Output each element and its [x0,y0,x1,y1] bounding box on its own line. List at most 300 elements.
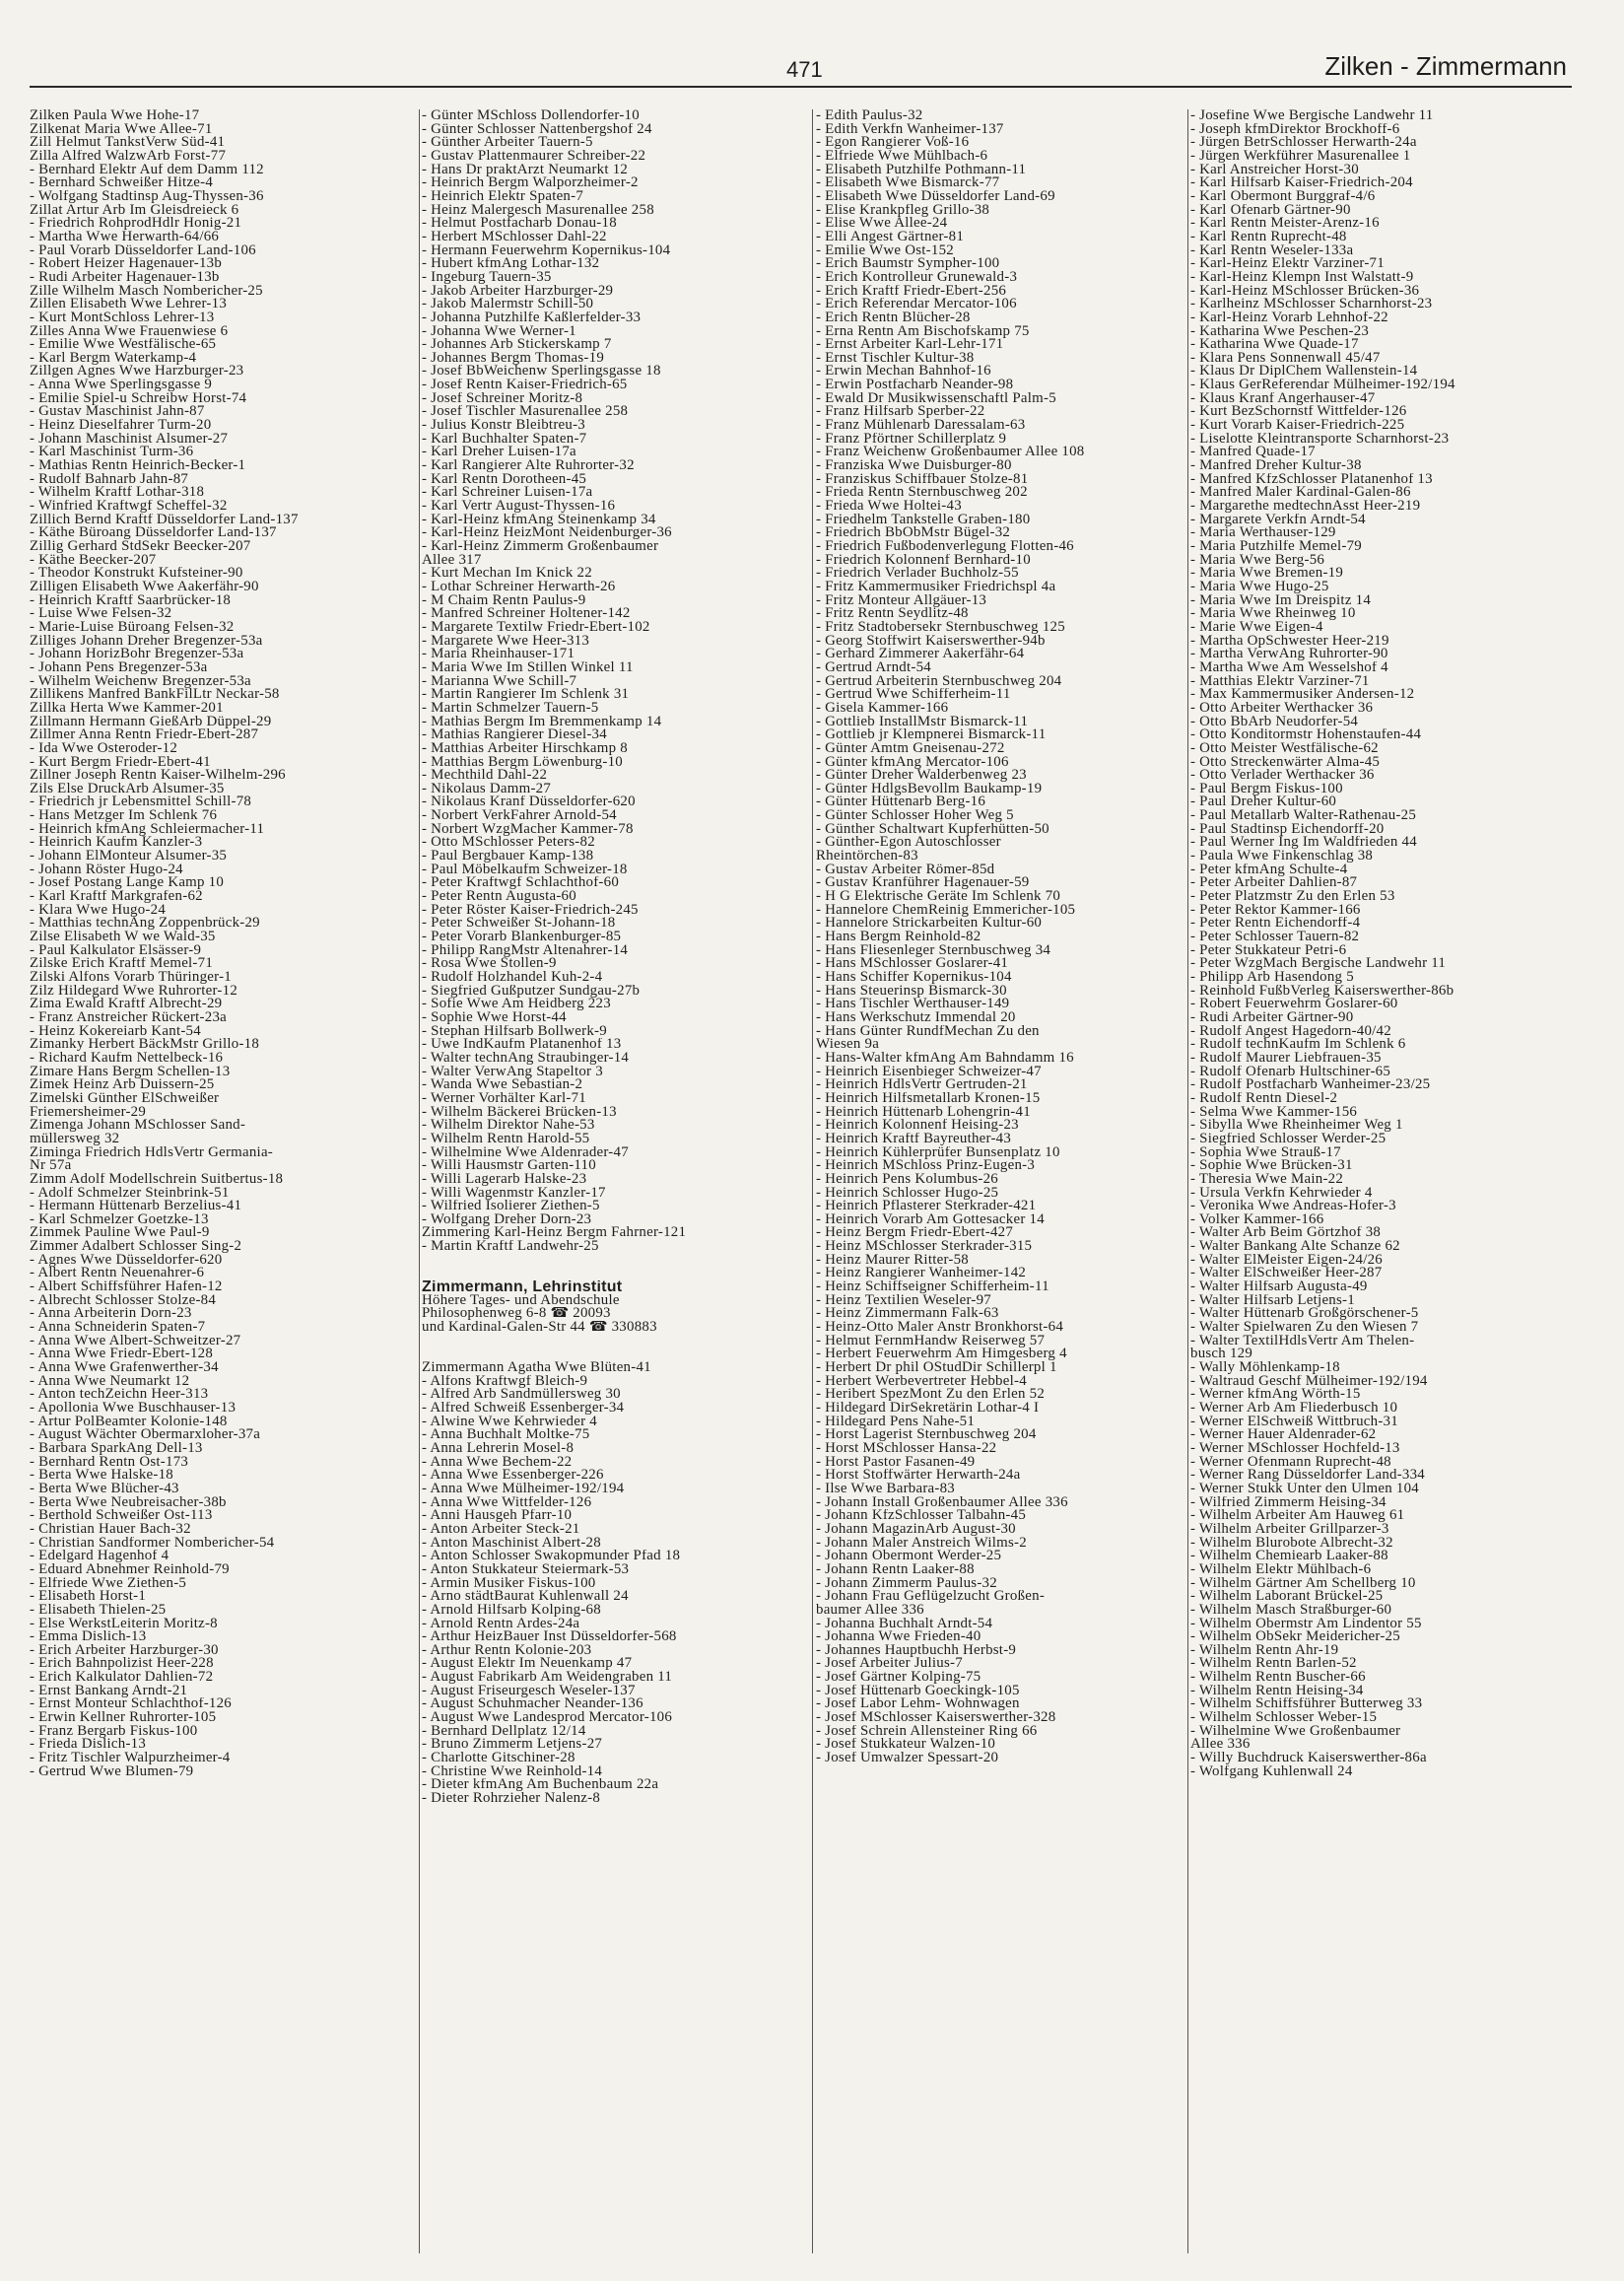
directory-entry: - Karl Vertr August-Thyssen-16 [422,500,616,514]
directory-entry: - Matthias technAng Zoppenbrück-29 [30,917,260,932]
directory-entry: - Helmut Postfacharb Donau-18 [422,217,617,231]
directory-entry: Zilkenat Maria Wwe Allee-71 [30,122,213,137]
directory-entry: - Uwe IndKaufm Platanenhof 13 [422,1038,622,1052]
directory-entry: - Rudolf Rentn Diesel-2 [1190,1091,1338,1106]
directory-entry: - Josef Schreiner Moritz-8 [422,391,583,406]
directory-entry: - Johannes Arb Stickerskamp 7 [422,338,612,352]
directory-entry: - Karl Dreher Luisen-17a [422,446,576,460]
directory-entry: - Werner Stukk Unter den Ulmen 104 [1190,1482,1419,1496]
directory-entry: - Wilhelm Masch Straßburger-60 [1190,1603,1392,1618]
directory-entry: - Anna Wwe Neumarkt 12 [30,1374,190,1389]
directory-entry: - Hildegard Pens Nahe-51 [816,1415,976,1429]
directory-entry: - Günter MSchloss Dollendorfer-10 [422,109,640,123]
directory-entry: - Gertrud Arndt-54 [816,660,931,675]
directory-entry: - Herbert Feuerwehrm Am Himgesberg 4 [816,1348,1067,1362]
directory-entry: baumer Allee 336 [816,1603,924,1618]
directory-entry: Zillgen Agnes Wwe Harzburger-23 [30,365,244,380]
directory-entry: - Alfons Kraftwgf Bleich-9 [422,1374,588,1389]
directory-entry: - Arthur Rentn Kolonie-203 [422,1643,592,1658]
directory-entry: - Johann KfzSchlosser Talbahn-45 [816,1509,1027,1523]
directory-entry: - Karl-Heinz Vorarb Lehnhof-22 [1190,311,1388,325]
directory-entry: - Maria Wwe Im Stillen Winkel 11 [422,660,634,675]
directory-entry: - Anna Wwe Grafenwerther-34 [30,1361,219,1375]
directory-entry: - Hans-Walter kfmAng Am Bahndamm 16 [816,1051,1074,1066]
directory-entry: Zilliges Johann Dreher Bregenzer-53a [30,634,263,649]
top-rule [30,86,1572,88]
directory-entry: - Walter Bankang Alte Schanze 62 [1190,1240,1400,1254]
directory-entry: - Rudolf technKaufm Im Schlenk 6 [1190,1038,1406,1052]
directory-entry: - Wilhelm Bäckerei Brücken-13 [422,1105,617,1120]
directory-entry: - Johann ElMonteur Alsumer-35 [30,850,228,864]
directory-entry: - Klara Wwe Hugo-24 [30,903,167,918]
directory-entry: - Willy Buchdruck Kaiserswerther-86a [1190,1752,1427,1765]
directory-entry: - Anna Lehrerin Mosel-8 [422,1441,575,1456]
directory-entry: - Josef Labor Lehm- Wohnwagen [816,1697,1020,1712]
directory-entry: - Margarete Textilw Friedr-Ebert-102 [422,620,650,635]
directory-entry: - Josef MSchlosser Kaiserswerther-328 [816,1711,1056,1725]
directory-entry: - Rudolf Angest Hagedorn-40/42 [1190,1024,1391,1039]
directory-entry: - Berta Wwe Blücher-43 [30,1482,179,1496]
directory-entry: - Maria Putzhilfe Memel-79 [1190,540,1362,554]
directory-entry: - August Wächter Obermarxloher-37a [30,1428,261,1442]
directory-entry: - Günter Hüttenarb Berg-16 [816,795,986,810]
directory-entry: - Johann Install Großenbaumer Allee 336 [816,1495,1068,1510]
directory-entry: Zimmer Adalbert Schlosser Sing-2 [30,1240,242,1254]
directory-entry: - Johann Maler Anstreich Wilms-2 [816,1536,1027,1551]
directory-entry: - Franziskus Schiffbauer Stolze-81 [816,472,1029,487]
directory-entry: - Rosa Wwe Stollen-9 [422,957,557,971]
directory-entry: - Anna Wwe Sperlingsgasse 9 [30,379,213,392]
directory-entry: Zillner Joseph Rentn Kaiser-Wilhelm-296 [30,769,286,783]
directory-entry: - Martha VerwAng Ruhrorter-90 [1190,648,1388,661]
directory-entry: - Rudi Arbeiter Gärtner-90 [1190,1010,1354,1025]
directory-entry: - Elli Angest Gärtner-81 [816,230,965,244]
directory-entry: - August Friseurgesch Weseler-137 [422,1684,636,1698]
directory-entry: - Karl Rentn Meister-Arenz-16 [1190,217,1380,231]
directory-entry: - Christine Wwe Reinhold-14 [422,1764,603,1779]
directory-entry: - Franz Hilfsarb Sperber-22 [816,405,985,420]
directory-entry: - Josef Tischler Masurenallee 258 [422,405,629,420]
directory-entry: - August Elektr Im Neuenkamp 47 [422,1657,633,1672]
directory-entry: - Hans MSchlosser Goslarer-41 [816,957,1009,971]
directory-entry: - Otto MSchlosser Peters-82 [422,836,595,851]
directory-entry: - Frieda Dislich-13 [30,1738,147,1753]
directory-entry: - Berta Wwe Neubreisacher-38b [30,1495,227,1510]
directory-entry: - Karl Obermont Burggraf-4/6 [1190,189,1376,204]
directory-entry: - Rudi Arbeiter Hagenauer-13b [30,270,220,285]
directory-entry: Zilske Erich Kraftf Memel-71 [30,957,214,971]
directory-column-3 [816,109,1186,2258]
directory-entry: - Wilhelm Chemiearb Laaker-88 [1190,1550,1388,1563]
directory-entry: - Wanda Wwe Sebastian-2 [422,1078,583,1092]
directory-entry: - Norbert WzgMacher Kammer-78 [422,822,634,837]
directory-entry: - Stephan Hilfsarb Bollwerk-9 [422,1024,607,1039]
directory-entry: Zillat Artur Arb Im Gleisdreieck 6 [30,203,239,218]
directory-entry: - Maria Wwe Hugo-25 [1190,580,1329,594]
directory-entry: - Johanna Wwe Frieden-40 [816,1630,981,1644]
directory-entry: - Paul Stadtinsp Eichendorff-20 [1190,822,1385,837]
directory-entry: - Friedhelm Tankstelle Graben-180 [816,513,1031,527]
directory-entry: - Else WerkstLeiterin Moritz-8 [30,1617,218,1631]
directory-entry: - Elfriede Wwe Mühlbach-6 [816,149,988,164]
directory-entry: - August Fabrikarb Am Weidengraben 11 [422,1671,673,1685]
directory-entry: Zilse Elisabeth W we Wald-35 [30,931,216,944]
directory-entry: - Kurt MontSchloss Lehrer-13 [30,311,215,325]
directory-entry: - Eduard Abnehmer Reinhold-79 [30,1562,230,1577]
directory-entry: - Peter WzgMach Bergische Landwehr 11 [1190,957,1447,971]
directory-entry: - Siegfried Gußputzer Sundgau-27b [422,984,641,999]
page-number: 471 [786,57,823,82]
directory-entry: - Martin Schmelzer Tauern-5 [422,701,599,716]
directory-entry: - Friedrich BbObMstr Bügel-32 [816,526,1011,540]
directory-entry: - Anni Hausgeh Pfarr-10 [422,1509,573,1523]
directory-entry: - Josefine Wwe Bergische Landwehr 11 [1190,109,1434,123]
directory-entry: Zilski Alfons Vorarb Thüringer-1 [30,971,232,985]
directory-entry: - Josef Gärtner Kolping-75 [816,1671,981,1685]
directory-entry: Zillich Bernd Kraftf Düsseldorfer Land-137 [30,513,299,527]
directory-entry: - Wilfried Isolierer Ziethen-5 [422,1200,600,1213]
directory-entry: - Alfred Arb Sandmüllersweg 30 [422,1388,621,1402]
directory-entry: - Wilhelm Laborant Brückel-25 [1190,1590,1384,1604]
directory-entry: - Albrecht Schlosser Stolze-84 [30,1293,217,1308]
directory-entry: - Karl Maschinist Turm-36 [30,446,194,460]
directory-entry: Rheintörchen-83 [816,850,918,864]
directory-entry: - Albert Schiffsführer Hafen-12 [30,1280,223,1294]
directory-entry: - Heinrich Kraftf Bayreuther-43 [816,1132,1012,1146]
directory-entry: - Heinrich Bergm Walporzheimer-2 [422,176,639,190]
directory-entry: - Kurt Vorarb Kaiser-Friedrich-225 [1190,419,1405,433]
directory-entry: - Gerhard Zimmerer Aakerfähr-64 [816,648,1025,661]
directory-entry: - Rudolf Maurer Liebfrauen-35 [1190,1051,1382,1066]
directory-entry: - Heinrich HdlsVertr Gertruden-21 [816,1078,1028,1092]
directory-entry: - Karl-Heinz HeizMont Neidenburger-36 [422,526,672,540]
directory-entry: - Norbert VerkFahrer Arnold-54 [422,809,617,823]
directory-entry: - Hans Steuerinsp Bismarck-30 [816,984,1007,999]
directory-entry: - Wilfried Zimmerm Heising-34 [1190,1495,1387,1510]
directory-entry: - Heinz Dieselfahrer Turm-20 [30,419,212,433]
directory-entry: Allee 336 [1190,1738,1251,1753]
directory-entry: - Heinrich Hüttenarb Lohengrin-41 [816,1105,1031,1120]
directory-entry: - Liselotte Kleintransporte Scharnhorst-23 [1190,432,1450,447]
directory-entry: - Marianna Wwe Schill-7 [422,674,577,689]
directory-entry: - Johann Frau Geflügelzucht Großen- [816,1590,1046,1604]
directory-entry: - Gisela Kammer-166 [816,701,949,716]
column-divider [1187,109,1188,2253]
directory-entry: - Philipp Arb Hasendong 5 [1190,971,1354,985]
directory-entry: - Walter ElSchweißer Heer-287 [1190,1267,1383,1281]
directory-entry: - Karl Anstreicher Horst-30 [1190,163,1359,177]
directory-entry: - Walter ElMeister Eigen-24/26 [1190,1253,1383,1268]
directory-entry: - Anna Wwe Albert-Schweitzer-27 [30,1334,241,1348]
directory-entry: - Johannes Hauptbuchh Herbst-9 [816,1643,1017,1658]
directory-entry: - Friedrich Verlader Buchholz-55 [816,567,1019,581]
directory-entry: - Elisabeth Wwe Bismarck-77 [816,176,1000,190]
directory-entry: - Hermann Feuerwehrm Kopernikus-104 [422,243,671,258]
directory-entry: - Johann Rentn Laaker-88 [816,1562,975,1577]
directory-entry: - Heinrich Vorarb Am Gottesacker 14 [816,1212,1045,1227]
directory-entry: - Edith Verkfn Wanheimer-137 [816,122,1004,137]
directory-entry: - Anton techZeichn Heer-313 [30,1388,209,1402]
directory-entry: - Franziska Wwe Duisburger-80 [816,459,1012,473]
directory-entry: - Fritz Stadtobersekr Sternbuschweg 125 [816,620,1065,635]
directory-entry: - Margarete Verkfn Arndt-54 [1190,513,1366,527]
directory-entry: Zima Ewald Kraftf Albrecht-29 [30,998,223,1011]
directory-entry: - Erwin Mechan Bahnhof-16 [816,365,991,380]
directory-entry: - Wolfgang Dreher Dorn-23 [422,1212,592,1227]
directory-entry: - Artur PolBeamter Kolonie-148 [30,1415,228,1429]
directory-entry: - Heinrich Pflasterer Sterkrader-421 [816,1200,1037,1213]
directory-entry: Zillka Herta Wwe Kammer-201 [30,701,224,716]
directory-entry: - Marie Wwe Eigen-4 [1190,620,1323,635]
directory-entry: - Hans Tischler Werthauser-149 [816,998,1010,1011]
directory-entry: - Mathias Rangierer Diesel-34 [422,728,607,742]
directory-entry: - Hannelore ChemReinig Emmericher-105 [816,903,1076,918]
directory-entry: - Anton Stukkateur Steiermark-53 [422,1562,630,1577]
directory-entry: - Josef Postang Lange Kamp 10 [30,876,225,891]
directory-entry: Allee 317 [422,553,482,568]
directory-entry: - Heinz-Otto Maler Anstr Bronkhorst-64 [816,1321,1064,1335]
directory-entry: - Friedrich Kolonnenf Bernhard-10 [816,553,1031,568]
directory-entry: - Katharina Wwe Peschen-23 [1190,324,1370,339]
directory-entry: - Elise Wwe Allee-24 [816,217,948,231]
directory-entry: - Peter Stukkateur Petri-6 [1190,943,1347,958]
directory-entry: - Anna Wwe Essenberger-226 [422,1469,604,1483]
directory-entry: - Heinz Rangierer Wanheimer-142 [816,1267,1027,1281]
directory-entry: Zimmermann Agatha Wwe Blüten-41 [422,1361,651,1375]
directory-entry: - Horst Pastor Fasanen-49 [816,1455,976,1470]
blank-line [422,1254,808,1268]
directory-entry: Zille Wilhelm Masch Nombericher-25 [30,284,263,299]
directory-entry: - Heinrich kfmAng Schleiermacher-11 [30,822,265,837]
directory-entry: - Fritz Tischler Walpurzheimer-4 [30,1752,231,1765]
directory-entry: - Maria Wwe Bremen-19 [1190,567,1344,581]
directory-entry: - Emilie Spiel-u Schreibw Horst-74 [30,391,247,406]
directory-entry: - Dieter Rohrzieher Nalenz-8 [422,1792,601,1806]
directory-entry: - Herbert Dr phil OStudDir Schillerpl 1 [816,1361,1057,1375]
directory-entry: Zilligen Elisabeth Wwe Aakerfähr-90 [30,580,259,594]
directory-entry: - Manfred Dreher Kultur-38 [1190,459,1362,473]
directory-entry: - Fritz Rentn Seydlitz-48 [816,607,969,621]
directory-entry: - Erwin Kellner Ruhrorter-105 [30,1711,217,1725]
directory-entry: - Karl-Heinz MSchlosser Brücken-36 [1190,284,1420,299]
directory-entry: - Gertrud Wwe Blumen-79 [30,1764,194,1779]
directory-entry: - Peter Kraftwgf Schlachthof-60 [422,876,620,891]
directory-entry: Zimmek Pauline Wwe Paul-9 [30,1226,210,1241]
directory-entry: - Heinrich Elektr Spaten-7 [422,189,584,204]
directory-entry: - Anna Wwe Mülheimer-192/194 [422,1482,625,1496]
directory-entry: - Ernst Monteur Schlachthof-126 [30,1697,233,1712]
directory-entry: Zillikens Manfred BankFilLtr Neckar-58 [30,688,280,702]
directory-entry: - Wilhelm Arbeiter Grillparzer-3 [1190,1522,1389,1537]
directory-entry: - Wolfgang Kuhlenwall 24 [1190,1764,1353,1779]
directory-entry: - Karl Kraftf Markgrafen-62 [30,890,203,904]
directory-entry: - Barbara SparkAng Dell-13 [30,1441,203,1456]
directory-entry: Zilz Hildegard Wwe Ruhrorter-12 [30,984,238,999]
directory-entry: - Karl Ofenarb Gärtner-90 [1190,203,1351,218]
directory-entry: - Robert Heizer Hagenauer-13b [30,257,223,271]
directory-entry: - Ilse Wwe Barbara-83 [816,1482,955,1496]
directory-entry: - Luise Wwe Felsen-32 [30,607,172,621]
directory-entry: - Kurt BezSchornstf Wittfelder-126 [1190,405,1407,420]
directory-entry: - Apollonia Wwe Buschhauser-13 [30,1402,237,1416]
directory-entry: - Hans Werkschutz Immendal 20 [816,1010,1016,1025]
directory-entry: - Paul Bergbauer Kamp-138 [422,850,594,864]
directory-entry: - Walter Hilfsarb Letjens-1 [1190,1293,1355,1308]
directory-entry: - Volker Kammer-166 [1190,1212,1324,1227]
directory-entry: Zimm Adolf Modellschrein Suitbertus-18 [30,1172,284,1187]
directory-entry: - Klaus GerReferendar Mülheimer-192/194 [1190,379,1455,392]
directory-entry: - Werner MSchlosser Hochfeld-13 [1190,1441,1400,1456]
directory-entry: - Günter kfmAng Mercator-106 [816,755,1009,770]
directory-entry: - Otto Konditormstr Hohenstaufen-44 [1190,728,1422,742]
directory-entry: - Walter TextilHdlsVertr Am Thelen- [1190,1334,1415,1348]
directory-entry: - Günther-Egon Autoschlosser [816,836,1001,851]
directory-entry: - Elisabeth Horst-1 [30,1590,147,1604]
directory-entry: - Karl Schmelzer Goetzke-13 [30,1212,209,1227]
directory-entry: - Käthe Büroang Düsseldorfer Land-137 [30,526,277,540]
directory-entry: - Arno städtBaurat Kuhlenwall 24 [422,1590,629,1604]
blank-line [422,1348,808,1361]
directory-column-2 [422,109,808,2258]
directory-entry: - Josef BbWeichenw Sperlingsgasse 18 [422,365,661,380]
directory-entry: - Johanna Wwe Werner-1 [422,324,576,339]
directory-entry: - Paul Metallarb Walter-Rathenau-25 [1190,809,1417,823]
section-heading: Zimmermann, Lehrinstitut [422,1280,623,1294]
directory-entry: - Wilhelm Schlosser Weber-15 [1190,1711,1378,1725]
directory-entry: busch 129 [1190,1348,1253,1362]
directory-entry: - Heinrich Kühlerprüfer Bunsenplatz 10 [816,1145,1060,1160]
directory-entry: - Reinhold FußbVerleg Kaiserswerther-86b [1190,984,1455,999]
directory-entry: - Dieter kfmAng Am Buchenbaum 22a [422,1778,659,1793]
directory-entry: - Rudolf Bahnarb Jahn-87 [30,472,189,487]
directory-entry: - Wilhelm Rentn Heising-34 [1190,1684,1364,1698]
directory-entry: - Heinz Kokereiarb Kant-54 [30,1024,201,1039]
directory-entry: - Erwin Postfacharb Neander-98 [816,379,1014,392]
directory-entry: - Katharina Wwe Quade-17 [1190,338,1359,352]
directory-entry: - Martin Kraftf Landwehr-25 [422,1240,599,1254]
directory-entry: - Kurt Mechan Im Knick 22 [422,567,592,581]
directory-entry: - Heinz Textilien Weseler-97 [816,1293,991,1308]
directory-entry: - Wilhelmine Wwe Großenbaumer [1190,1724,1401,1739]
directory-entry: - Erich Referendar Mercator-106 [816,298,1017,311]
directory-entry: - Sibylla Wwe Rheinheimer Weg 1 [1190,1119,1403,1133]
directory-entry: - Anna Schneiderin Spaten-7 [30,1321,206,1335]
directory-entry: - Heinrich Kolonnenf Heising-23 [816,1119,1019,1133]
directory-entry: - Franz Pförtner Schillerplatz 9 [816,432,1007,447]
directory-entry: - Armin Musiker Fiskus-100 [422,1576,596,1591]
directory-entry: - Otto Verlader Werthacker 36 [1190,769,1375,783]
directory-entry: - Günter Amtm Gneisenau-272 [816,741,1005,756]
directory-entry: - Josef Hüttenarb Goeckingk-105 [816,1684,1020,1698]
directory-entry: - Hans Günter RundfMechan Zu den [816,1024,1040,1039]
directory-entry: - Franz Weichenw Großenbaumer Allee 108 [816,446,1085,460]
directory-entry: - Karl-Heinz Elektr Varziner-71 [1190,257,1385,271]
directory-entry: - Wilhelm Elektr Mühlbach-6 [1190,1562,1372,1577]
directory-entry: - Peter Rektor Kammer-166 [1190,903,1361,918]
directory-entry: - Elisabeth Thielen-25 [30,1603,167,1618]
directory-entry: - Günther Arbeiter Tauern-5 [422,136,593,150]
directory-entry: - Wally Möhlenkamp-18 [1190,1361,1340,1375]
directory-entry: - Heinrich Kraftf Saarbrücker-18 [30,593,232,608]
directory-entry: - Otto BbArb Neudorfer-54 [1190,715,1359,729]
directory-entry: - Karl Rentn Weseler-133a [1190,243,1354,258]
directory-entry: - Jakob Malermstr Schill-50 [422,298,594,311]
directory-entry: - Bernhard Elektr Auf dem Damm 112 [30,163,264,177]
directory-entry: müllersweg 32 [30,1132,120,1146]
directory-entry: - Anton Schlosser Swakopmunder Pfad 18 [422,1550,681,1563]
directory-entry: - Herbert MSchlosser Dahl-22 [422,230,607,244]
directory-entry: - Hubert kfmAng Lothar-132 [422,257,600,271]
directory-entry: - Gottlieb InstallMstr Bismarck-11 [816,715,1029,729]
directory-entry: - Karl Bergm Waterkamp-4 [30,351,197,366]
directory-entry: - Peter Platzmstr Zu den Erlen 53 [1190,890,1395,904]
directory-entry: - Gustav Arbeiter Römer-85d [816,863,995,877]
directory-entry: - M Chaim Rentn Paulus-9 [422,593,586,608]
directory-entry: - Wilhelm Schiffsführer Butterweg 33 [1190,1697,1423,1712]
directory-entry: - Paul Dreher Kultur-60 [1190,795,1337,810]
directory-entry: - Peter Rentn Augusta-60 [422,890,576,904]
directory-entry: Wiesen 9a [816,1038,880,1052]
directory-entry: - Günter Schlosser Nattenbergshof 24 [422,122,652,137]
directory-entry: Zimmering Karl-Heinz Bergm Fahrner-121 [422,1226,687,1241]
column-divider [812,109,813,2253]
directory-entry: Zimelski Günther ElSchweißer [30,1091,220,1106]
directory-entry: - Hans Schiffer Kopernikus-104 [816,971,1012,985]
directory-entry: - Martha OpSchwester Heer-219 [1190,634,1389,649]
directory-entry: - Jürgen BetrSchlosser Herwarth-24a [1190,136,1417,150]
directory-entry: - Erich Kalkulator Dahlien-72 [30,1671,214,1685]
directory-entry: - Otto Streckenwärter Alma-45 [1190,755,1381,770]
directory-entry: - Martha Wwe Am Wesselshof 4 [1190,660,1388,675]
directory-entry: - Paul Vorarb Düsseldorfer Land-106 [30,243,256,258]
directory-entry: - Walter Arb Beim Görtzhof 38 [1190,1226,1382,1241]
directory-entry: - Paula Wwe Finkenschlag 38 [1190,850,1374,864]
directory-entry: - Manfred Maler Kardinal-Galen-86 [1190,486,1411,501]
directory-entry: - Maria Wwe Im Dreispitz 14 [1190,593,1372,608]
directory-entry: - Emilie Wwe Westfälische-65 [30,338,217,352]
directory-entry: - Arnold Hilfsarb Kolping-68 [422,1603,601,1618]
directory-entry: - Johanna Buchhalt Arndt-54 [816,1617,993,1631]
directory-entry: - Friedrich Fußbodenverlegung Flotten-46 [816,540,1074,554]
directory-entry: - Matthias Elektr Varziner-71 [1190,674,1370,689]
directory-entry: - Anna Wwe Bechem-22 [422,1455,573,1470]
directory-entry: - Selma Wwe Kammer-156 [1190,1105,1358,1120]
directory-entry: - Heinz Maurer Ritter-58 [816,1253,969,1268]
directory-entry: - Otto Meister Westfälische-62 [1190,741,1379,756]
directory-entry: - Josef Stukkateur Walzen-10 [816,1738,996,1753]
directory-entry: - Sofie Wwe Am Heidberg 223 [422,998,611,1011]
directory-entry: - Robert Feuerwehrm Goslarer-60 [1190,998,1398,1011]
directory-entry: - Peter Rentn Eichendorff-4 [1190,917,1361,932]
directory-entry: - Heinz Bergm Friedr-Ebert-427 [816,1226,1014,1241]
directory-entry: - Peter kfmAng Schulte-4 [1190,863,1348,877]
directory-entry: - Werner Ofenmann Ruprecht-48 [1190,1455,1391,1470]
directory-entry: - Karl-Heinz Zimmerm Großenbaumer [422,540,659,554]
directory-entry: - Berta Wwe Halske-18 [30,1469,173,1483]
directory-entry: - Anna Wwe Friedr-Ebert-128 [30,1348,214,1362]
directory-entry: - Karl-Heinz kfmAng Steinenkamp 34 [422,513,656,527]
directory-entry: - Wilhelm ObSekr Meidericher-25 [1190,1630,1400,1644]
directory-entry: - Manfred Schreiner Holtener-142 [422,607,631,621]
directory-entry: - Hans Fliesenleger Sternbuschweg 34 [816,943,1051,958]
directory-entry: - Peter Vorarb Blankenburger-85 [422,931,622,944]
directory-entry: - Mathias Rentn Heinrich-Becker-1 [30,459,246,473]
directory-entry: - Anna Wwe Wittfelder-126 [422,1495,592,1510]
directory-entry: - Charlotte Gitschiner-28 [422,1752,575,1765]
directory-entry: - Manfred Quade-17 [1190,446,1316,460]
directory-entry: - Ernst Arbeiter Karl-Lehr-171 [816,338,1004,352]
directory-entry: - Sophie Wwe Horst-44 [422,1010,567,1025]
